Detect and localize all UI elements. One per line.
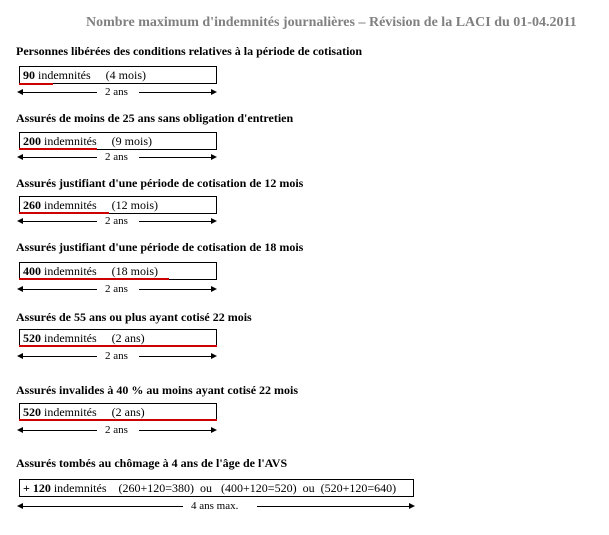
arrow-right-icon: [211, 89, 217, 95]
duration-arrow: [17, 424, 217, 436]
arrow-right-icon: [211, 218, 217, 224]
document-title: Nombre maximum d'indemnités journalières – Révision de la LACI du 01-04.2011: [86, 15, 577, 30]
indemnity-underline: [19, 148, 97, 150]
indemnity-count: 520: [23, 405, 41, 419]
duration-span: 2 ans: [105, 151, 128, 163]
indemnity-duration: (18 mois): [111, 264, 159, 278]
indemnity-underline: [19, 345, 217, 347]
duration-span: 2 ans: [105, 424, 128, 436]
indemnity-duration: (2 ans): [111, 331, 145, 345]
indemnity-underline: [19, 278, 169, 280]
indemnity-box: [19, 66, 217, 84]
indemnity-count: 520: [23, 331, 41, 345]
arrow-right-icon: [211, 154, 217, 160]
section-heading: Assurés de moins de 25 ans sans obligation d'entretien: [16, 111, 294, 125]
duration-span: 2 ans: [105, 283, 128, 295]
indemnity-duration: (4 mois): [105, 68, 147, 82]
duration-span: 2 ans: [105, 215, 128, 227]
section-heading: Assurés tombés au chômage à 4 ans de l'âge de l'AVS: [16, 456, 288, 470]
duration-arrow: [17, 283, 217, 295]
indemnity-unit: indemnités: [44, 405, 97, 419]
indemnity-count: 90: [23, 68, 35, 82]
section-heading: Assurés justifiant d'une période de cotisation de 18 mois: [16, 240, 304, 254]
indemnity-box: [19, 479, 414, 497]
duration-arrow: [17, 215, 217, 227]
indemnity-count: 200: [23, 134, 41, 148]
indemnity-duration: (9 mois): [111, 134, 153, 148]
duration-arrow: [17, 151, 217, 163]
indemnity-unit: indemnités: [44, 264, 97, 278]
section-heading: Assurés invalides à 40 % au moins ayant cotisé 22 mois: [16, 383, 299, 397]
section-heading: Assurés justifiant d'une période de cotisation de 12 mois: [16, 176, 304, 190]
indemnity-unit: indemnités: [44, 331, 97, 345]
section-heading: Assurés de 55 ans ou plus ayant cotisé 22 mois: [16, 310, 252, 324]
arrow-right-icon: [211, 286, 217, 292]
indemnity-unit: indemnités: [44, 198, 97, 212]
duration-span: 4 ans max.: [191, 500, 239, 512]
duration-arrow: [17, 350, 217, 362]
indemnity-count: 260: [23, 198, 41, 212]
indemnity-unit: indemnités: [38, 68, 91, 82]
indemnity-underline: [19, 419, 217, 421]
duration-span: 2 ans: [105, 350, 128, 362]
indemnity-duration: (12 mois): [111, 198, 159, 212]
indemnity-unit: indemnités: [44, 134, 97, 148]
arrow-right-icon: [211, 427, 217, 433]
indemnity-duration: (2 ans): [111, 405, 145, 419]
duration-arrow: [17, 86, 217, 98]
indemnity-duration: (260+120=380) ou (400+120=520) ou (520+120=640): [118, 481, 397, 495]
section-heading: Personnes libérées des conditions relatives à la période de cotisation: [16, 44, 363, 58]
indemnity-underline: [19, 212, 109, 214]
arrow-right-icon: [211, 353, 217, 359]
duration-span: 2 ans: [105, 86, 128, 98]
indemnity-underline: [19, 83, 53, 85]
indemnity-count: + 120: [23, 481, 51, 495]
arrow-right-icon: [409, 503, 415, 509]
indemnity-unit: indemnités: [53, 481, 107, 495]
duration-arrow: [17, 500, 417, 512]
indemnity-count: 400: [23, 264, 41, 278]
